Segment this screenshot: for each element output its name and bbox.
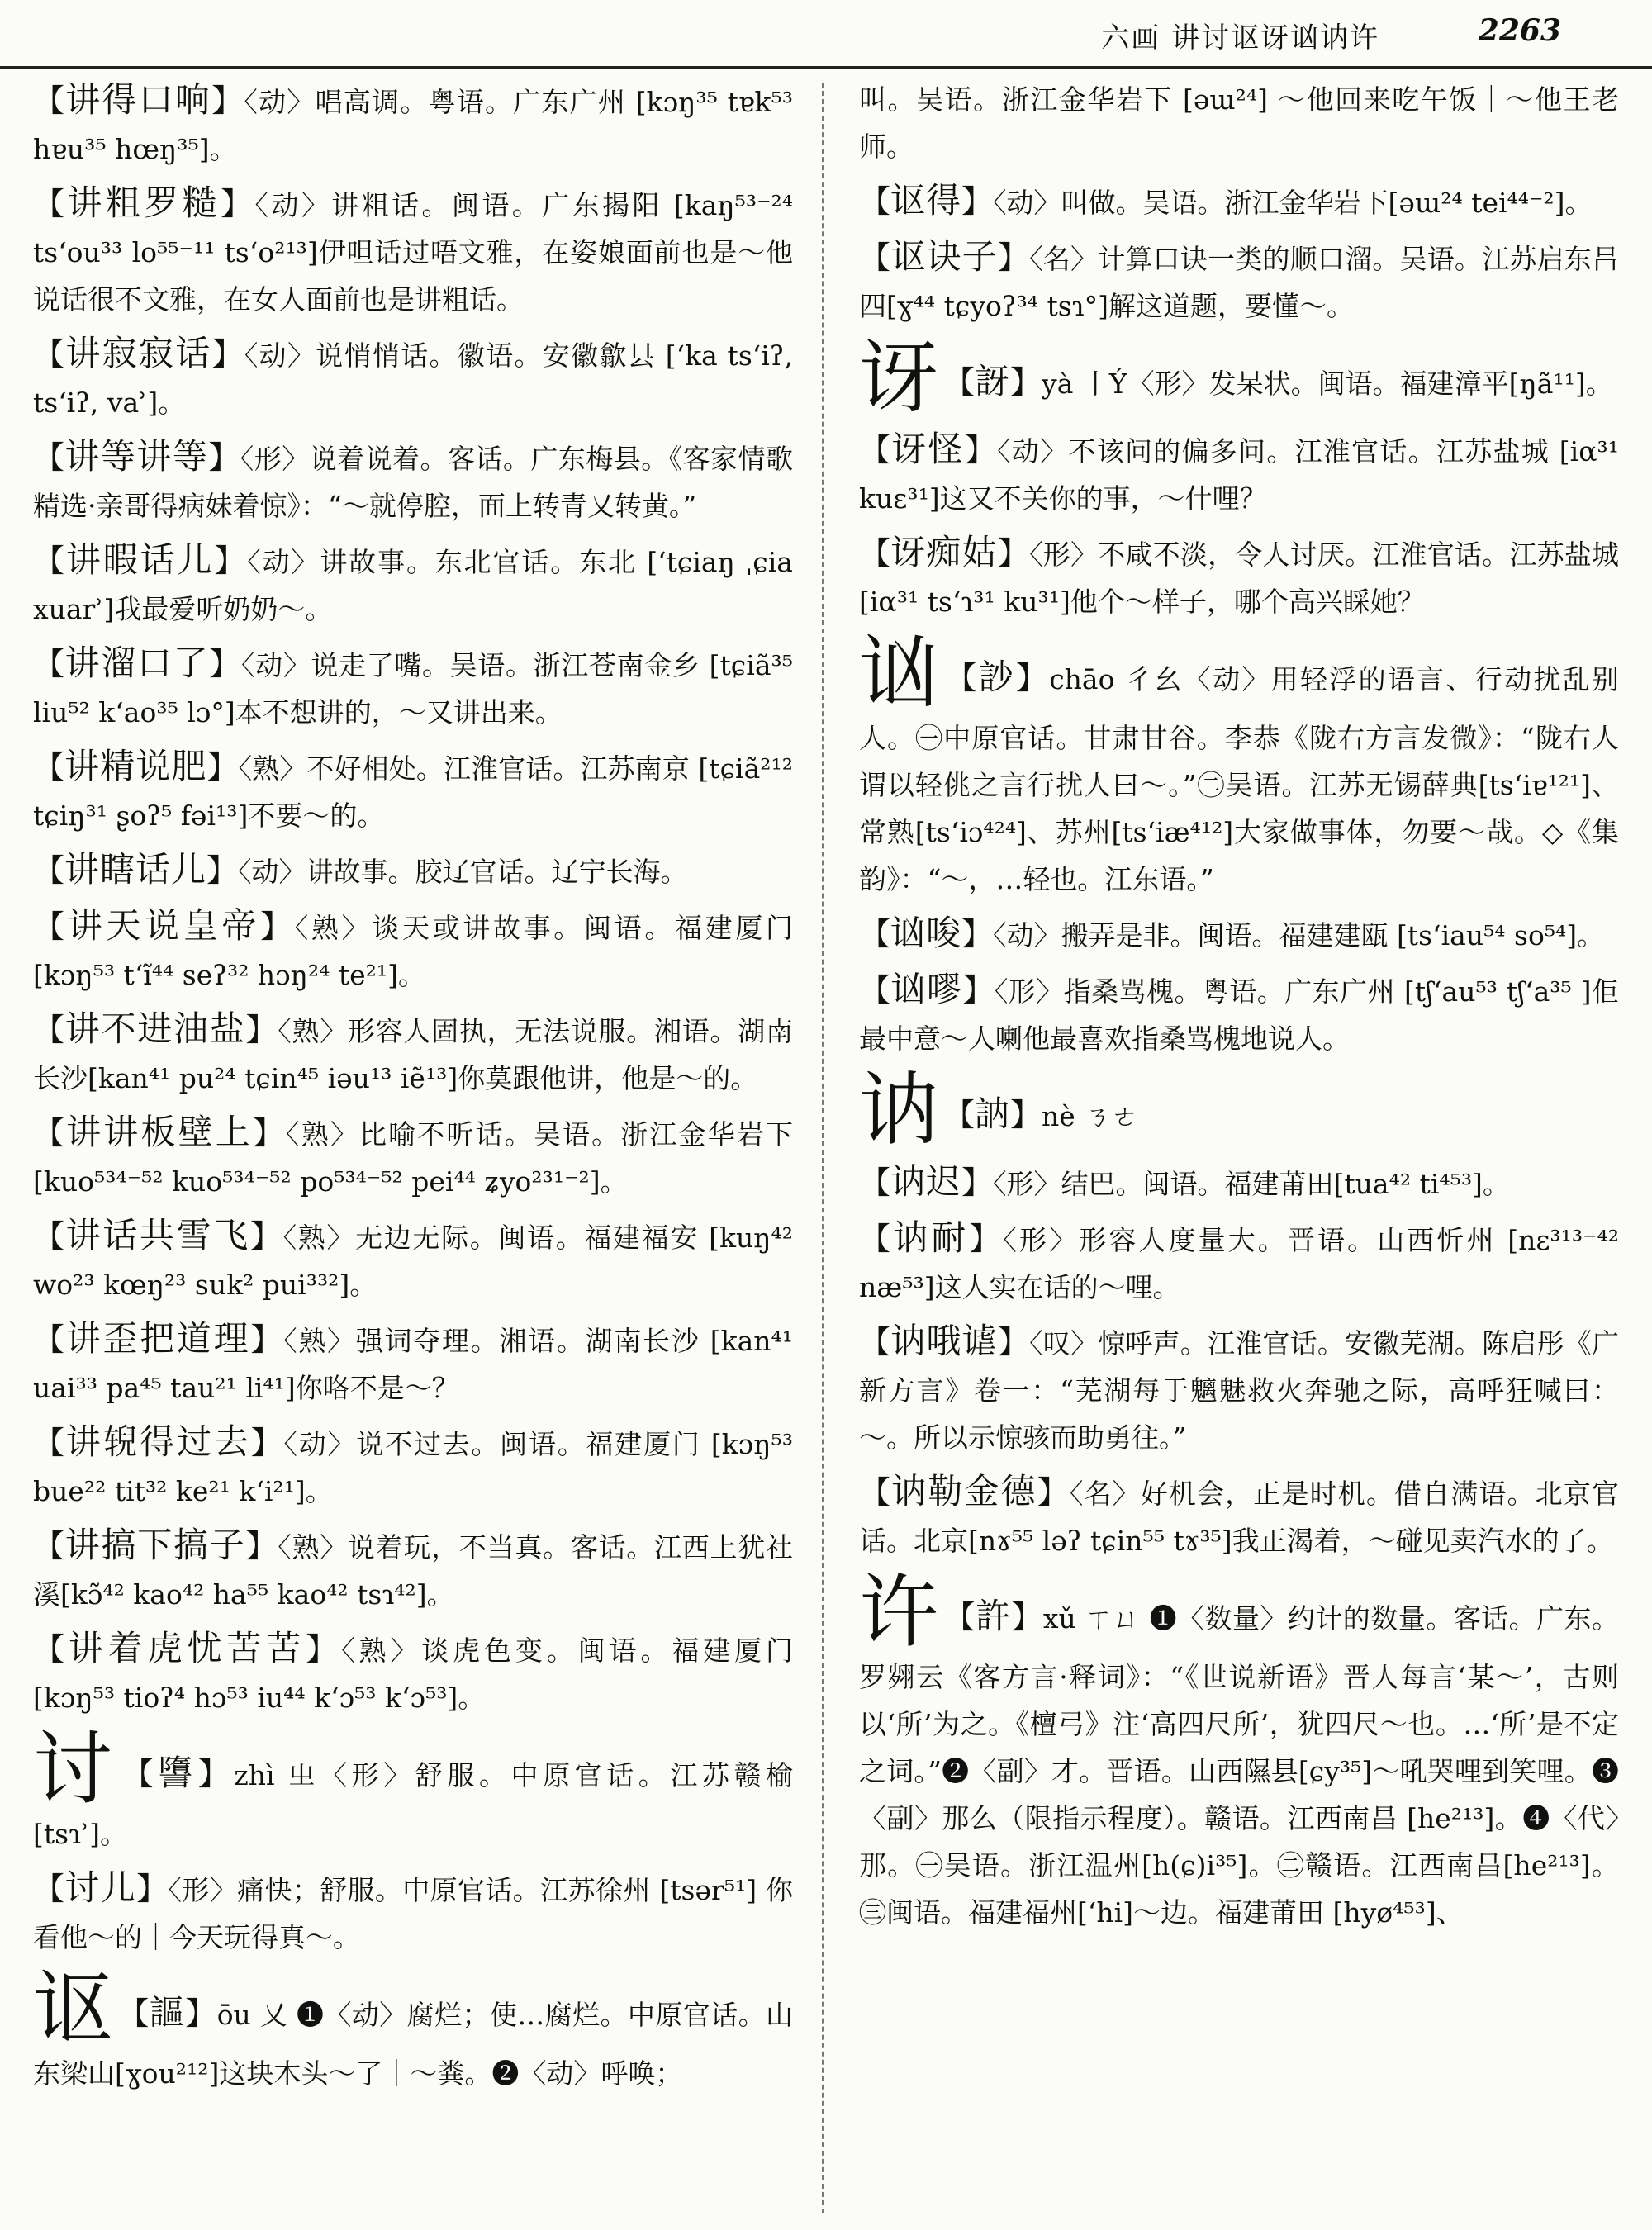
bracket-open: 【 xyxy=(33,543,66,579)
entry-headword: 讻嘐 xyxy=(890,969,963,1009)
bracket-close: 】 xyxy=(250,1321,284,1358)
bracket-open: 【 xyxy=(859,183,891,220)
entry-headword: 讲讲板壁上 xyxy=(66,1112,253,1152)
entry-definition: 〈动〉说不过去。闽语。福建厦门 [kɔŋ⁵³ bue²² tit³² ke²¹ kʻi²¹]。 xyxy=(33,1428,793,1507)
entry-definition: 〈动〉说悄悄话。徽语。安徽歙县 [ʻka tsʻiʔ, tsʻiʔ, vaʾ]。 xyxy=(33,339,793,419)
bracket-open: 【 xyxy=(859,1221,894,1257)
entry-definition: 〈动〉讲故事。胶辽官话。辽宁长海。 xyxy=(238,856,688,888)
bracket-open: 【 xyxy=(33,439,65,476)
entry-headword: 讶痴姑 xyxy=(890,532,998,572)
entry-headword: 讲话共雪飞 xyxy=(65,1215,250,1255)
entry-definition: 〈动〉讲故事。东北官话。东北 [ʻtɕiaŋ ˌɕia xuarʾ]我最爱听奶奶～。 xyxy=(33,546,793,625)
bracket-close: 】 xyxy=(211,336,244,372)
entry-definition: chāo 彳幺〈动〉用轻浮的语言、行动扰乱别人。㊀中原官话。甘肃甘谷。李恭《陇右方言发微》：“陇右人谓以轻佻之言行扰人曰～。”㊁吴语。江苏无锡薛典[tsʻiɐ¹²¹]、常熟[tsʻiɔ⁴²⁴]、苏州[tsʻiæ⁴¹²]大家做事体，勿要～哉。◇《集韵》：“～，…轻也。江东语。” xyxy=(859,663,1619,895)
entry-definition: 〈熟〉强词夺理。湘语。湖南长沙 [kan⁴¹ uai³³ pa⁴⁵ tau²¹ li⁴¹]你咯不是～？ xyxy=(33,1325,793,1404)
bracket-close: 】 xyxy=(961,916,994,952)
bracket-open: 【 xyxy=(33,646,65,682)
head-character: 讷 xyxy=(859,1064,938,1156)
bracket-close: 】 xyxy=(969,1221,1004,1257)
bracket-close: 】 xyxy=(209,646,241,682)
bracket-open: 【 xyxy=(943,1097,976,1133)
entry-definition: 〈形〉痛快；舒服。中原官话。江苏徐州 [tsər⁵¹] 你看他～的｜今天玩得真～。 xyxy=(33,1874,793,1953)
entry-headword: 讲瞎话儿 xyxy=(64,849,207,890)
bracket-open: 【 xyxy=(33,1321,66,1358)
bracket-close: 】 xyxy=(185,1995,217,2032)
entry-definition: 〈叹〉惊呼声。江淮官话。安徽芜湖。陈启彤《广新方言》卷一：“芜湖每于魑魅救火奔驰之际，高呼狂喊曰：～。所以示惊骇而助勇往。” xyxy=(859,1327,1619,1454)
bracket-close: 】 xyxy=(221,186,255,222)
dictionary-entry xyxy=(859,529,1619,625)
bracket-open: 【 xyxy=(117,1995,150,2032)
dictionary-entry xyxy=(33,639,793,736)
bracket-close: 】 xyxy=(1010,1097,1042,1133)
bracket-open: 【 xyxy=(33,1528,65,1564)
dictionary-entry xyxy=(859,331,1619,424)
bracket-close: 】 xyxy=(961,183,994,220)
entry-headword: 讲着虎忧苦苦 xyxy=(68,1628,306,1668)
dictionary-entry xyxy=(33,76,793,173)
entry-headword: 讴诀子 xyxy=(890,236,998,277)
bracket-close: 】 xyxy=(214,543,248,579)
bracket-close: 】 xyxy=(211,83,244,119)
dictionary-entry xyxy=(859,76,1619,170)
entry-headword: 讲歪把道理 xyxy=(65,1318,251,1359)
entry-definition: 〈熟〉谈天或讲故事。闽语。福建厦门 [kɔŋ⁵³ tʻĩ⁴⁴ seʔ³² hɔŋ²⁴ te²¹]。 xyxy=(33,912,793,991)
dictionary-entry xyxy=(33,1723,793,1858)
entry-definition: 〈形〉形容人度量大。晋语。山西忻州 [nɛ³¹³⁻⁴² næ⁵³]这人实在话的～哩。 xyxy=(859,1224,1619,1303)
bracket-close: 】 xyxy=(997,1324,1030,1360)
dictionary-entry xyxy=(859,1566,1619,1936)
dictionary-entry xyxy=(33,743,793,839)
head-character: 讻 xyxy=(859,627,941,719)
entry-headword: 讲暇话儿 xyxy=(65,539,215,580)
dictionary-entry xyxy=(33,846,793,895)
entry-headword: 䜐 xyxy=(158,1753,198,1793)
entry-headword: 讲粗罗糙 xyxy=(67,183,221,223)
entry-definition: 〈形〉说着说着。客话。广东梅县。《客家情歌精选·亲哥得病妹着惊》：“～就停腔，面上转青又转黄。” xyxy=(33,443,793,522)
entry-headword: 讲𫐐得过去 xyxy=(65,1421,251,1462)
bracket-open: 【 xyxy=(859,240,891,276)
entry-headword: 讲等讲等 xyxy=(64,436,209,477)
dictionary-entry xyxy=(33,1108,793,1205)
entry-headword: 讲天说皇帝 xyxy=(67,905,261,946)
dictionary-entry xyxy=(33,902,793,999)
bracket-close: 】 xyxy=(250,1425,284,1461)
bracket-open: 【 xyxy=(33,1425,66,1461)
entry-definition: nè ㄋㄜ xyxy=(1042,1100,1139,1132)
bracket-open: 【 xyxy=(943,1599,976,1635)
bracket-close: 】 xyxy=(1015,660,1050,696)
dictionary-entry xyxy=(859,627,1619,903)
bracket-close: 】 xyxy=(249,1218,283,1255)
entry-headword: 訝 xyxy=(975,361,1011,401)
entry-headword: 讷迟 xyxy=(890,1161,962,1202)
bracket-open: 【 xyxy=(33,852,65,889)
entry-definition: yà 丨Ý〈形〉发呆状。闽语。福建漳平[ŋã¹¹]。 xyxy=(1042,368,1613,400)
entry-headword: 讴得 xyxy=(890,180,962,221)
dictionary-entry xyxy=(33,1521,793,1618)
dictionary-entry xyxy=(33,1418,793,1515)
bracket-close: 】 xyxy=(197,1756,235,1792)
entry-definition: 〈形〉指桑骂槐。粤语。广东广州 [tʃʻau⁵³ tʃʻa³⁵ ]佢最中意～人喇他最喜欢指桑骂槐地说人。 xyxy=(859,975,1619,1055)
head-character: 讨 xyxy=(33,1723,117,1815)
bracket-open: 【 xyxy=(33,1218,66,1255)
bracket-close: 】 xyxy=(245,1528,278,1564)
bracket-close: 】 xyxy=(260,909,295,945)
entry-definition: 〈熟〉比喻不听话。吴语。浙江金华岩下[kuo⁵³⁴⁻⁵² kuo⁵³⁴⁻⁵² po⁵³⁴⁻⁵² pei⁴⁴ ʑyo²³¹⁻²]。 xyxy=(33,1118,793,1198)
entry-definition: zhì 㞢〈形〉舒服。中原官话。江苏赣榆 [tsɿʾ]。 xyxy=(33,1759,793,1850)
entry-definition: 〈动〉讲粗话。闽语。广东揭阳 [kaŋ⁵³⁻²⁴ tsʻou³³ lo⁵⁵⁻¹¹ tsʻo²¹³]伊呾话过唔文雅，在姿娘面前也是～他说话很不文雅，在女人面前也是讲粗话。 xyxy=(33,189,793,316)
entry-headword: 讲不进油盐 xyxy=(64,1008,246,1049)
dictionary-entry xyxy=(859,1064,1619,1156)
entry-definition: 〈形〉不咸不淡，令人讨厌。江淮官话。江苏盐城[iα³¹ tsʻɿ³¹ ku³¹]他个～样子，哪个高兴睬她？ xyxy=(859,539,1619,618)
entry-definition: ōu 又 ❶〈动〉腐烂；使…腐烂。中原官话。山东梁山[ɣou²¹²]这块木头～了｜～粪。❷〈动〉呼唤； xyxy=(33,1999,793,2090)
entry-definition: 〈熟〉形容人固执，无法说服。湘语。湖南长沙[kan⁴¹ pu²⁴ tɕin⁴⁵ iəu¹³ iẽ¹³]你莫跟他讲，他是～的。 xyxy=(33,1015,793,1094)
dictionary-entry xyxy=(859,425,1619,522)
running-head: 六画 讲讨讴讶讻讷许 xyxy=(1101,21,1379,55)
entry-definition: 〈动〉不该问的偏多问。江淮官话。江苏盐城 [iα³¹ kuɛ³¹]这又不关你的事，～什哩？ xyxy=(859,435,1619,515)
dictionary-entry xyxy=(859,1158,1619,1208)
entry-headword: 讲寂寂话 xyxy=(65,333,212,373)
bracket-open: 【 xyxy=(33,1871,65,1907)
entry-headword: 訥 xyxy=(975,1094,1011,1134)
bracket-close: 】 xyxy=(997,240,1030,276)
entry-definition: 〈熟〉说着玩，不当真。客话。江西上犹社溪[kɔ̃⁴² kao⁴² ha⁵⁵ kao⁴² tsɿ⁴²]。 xyxy=(33,1531,793,1611)
entry-headword: 讷哦谑 xyxy=(890,1321,998,1361)
bracket-open: 【 xyxy=(859,535,891,572)
dictionary-entry xyxy=(33,1315,793,1412)
bracket-open: 【 xyxy=(33,909,68,945)
bracket-close: 】 xyxy=(961,1165,994,1201)
page-header xyxy=(0,0,1652,69)
entry-headword: 許 xyxy=(975,1596,1012,1636)
bracket-open: 【 xyxy=(859,1474,892,1511)
bracket-close: 】 xyxy=(206,749,239,785)
entry-headword: 讲搞下搞子 xyxy=(64,1525,246,1565)
bracket-open: 【 xyxy=(121,1756,159,1792)
bracket-close: 】 xyxy=(208,439,240,476)
bracket-close: 】 xyxy=(206,852,239,889)
dictionary-entry xyxy=(859,1317,1619,1461)
entry-definition: 〈名〉好机会，正是时机。借自满语。北京官话。北京[nɤ⁵⁵ ləʔ tɕin⁵⁵ tɤ³⁵]我正渴着，～碰见卖汽水的了。 xyxy=(859,1478,1619,1557)
bracket-close: 】 xyxy=(964,432,998,468)
bracket-close: 】 xyxy=(245,1012,278,1048)
dictionary-entry xyxy=(859,909,1619,959)
entry-headword: 讻唆 xyxy=(890,913,962,953)
entry-definition: 〈动〉说走了嘴。吴语。浙江苍南金乡 [tɕiã³⁵ liu⁵² kʻao³⁵ lɔ°]本不想讲的，～又讲出来。 xyxy=(33,649,793,728)
entry-continuation: 叫。吴语。浙江金华岩下 [əɯ²⁴] ～他回来吃午饭｜～他王老师。 xyxy=(859,83,1619,163)
entry-definition: 〈名〉计算口诀一类的顺口溜。吴语。江苏启东吕四[ɣ⁴⁴ tɕyoʔ³⁴ tsɿ°]解这道题，要懂～。 xyxy=(859,243,1619,322)
bracket-close: 】 xyxy=(962,972,995,1008)
bracket-open: 【 xyxy=(33,83,66,119)
entry-headword: 讲溜口了 xyxy=(64,643,210,683)
dictionary-entry xyxy=(33,1864,793,1961)
dictionary-entry xyxy=(33,1005,793,1102)
bracket-close: 】 xyxy=(1037,1474,1070,1511)
page-number: 2263 xyxy=(1478,13,1561,48)
bracket-close: 】 xyxy=(306,1631,342,1668)
head-character: 讴 xyxy=(33,1962,113,2055)
dictionary-entry xyxy=(859,1468,1619,1564)
head-character: 许 xyxy=(859,1566,939,1658)
bracket-open: 【 xyxy=(945,660,979,696)
bracket-close: 】 xyxy=(997,535,1030,572)
entry-headword: 讨儿 xyxy=(64,1867,137,1908)
dictionary-entry xyxy=(859,233,1619,330)
bracket-open: 【 xyxy=(859,1324,891,1360)
dictionary-entry xyxy=(859,1214,1619,1311)
bracket-open: 【 xyxy=(33,1012,65,1048)
bracket-open: 【 xyxy=(859,972,891,1008)
dictionary-entry xyxy=(33,330,793,426)
dictionary-entry xyxy=(33,433,793,529)
head-character: 讶 xyxy=(859,331,938,424)
entry-definition: 〈动〉叫做。吴语。浙江金华岩下[əɯ²⁴ tei⁴⁴⁻²]。 xyxy=(993,187,1593,219)
entry-definition: 〈熟〉不好相处。江淮官话。江苏南京 [tɕiã²¹² tɕiŋ³¹ ʂoʔ⁵ fəi¹³]不要～的。 xyxy=(33,752,793,832)
bracket-open: 【 xyxy=(859,1165,891,1201)
entry-definition: 〈动〉唱高调。粤语。广东广州 [kɔŋ³⁵ tɐk⁵³ hɐu³⁵ hœŋ³⁵]。 xyxy=(33,86,793,165)
dictionary-entry xyxy=(33,536,793,633)
bracket-open: 【 xyxy=(33,186,68,222)
entry-headword: 讷勒金德 xyxy=(891,1471,1037,1511)
entry-definition: 〈动〉搬弄是非。闽语。福建建瓯 [tsʻiau⁵⁴ so⁵⁴]。 xyxy=(993,919,1605,951)
bracket-close: 】 xyxy=(1011,1599,1043,1635)
entry-headword: 讲精说肥 xyxy=(64,746,207,786)
bracket-close: 】 xyxy=(252,1115,287,1151)
bracket-open: 【 xyxy=(33,1115,67,1151)
dictionary-entry xyxy=(33,1962,793,2097)
entry-headword: 謳 xyxy=(149,1992,186,2033)
left-column xyxy=(33,76,793,2219)
bracket-open: 【 xyxy=(33,1631,69,1668)
right-column xyxy=(859,76,1619,2219)
bracket-close: 】 xyxy=(136,1871,169,1907)
entry-headword: 讲得口响 xyxy=(65,79,212,120)
bracket-open: 【 xyxy=(33,336,66,372)
column-divider xyxy=(822,83,824,2213)
bracket-open: 【 xyxy=(859,432,892,468)
bracket-open: 【 xyxy=(859,916,891,952)
entry-headword: 讷耐 xyxy=(893,1217,970,1258)
bracket-open: 【 xyxy=(943,364,976,401)
dictionary-entry xyxy=(33,1625,793,1721)
entry-headword: 讶怪 xyxy=(891,429,965,469)
dictionary-entry xyxy=(33,179,793,323)
entry-definition: 〈熟〉谈虎色变。闽语。福建厦门 [kɔŋ⁵³ tioʔ⁴ hɔ⁵³ iu⁴⁴ kʻɔ⁵³ kʻɔ⁵³]。 xyxy=(33,1635,793,1714)
entry-definition: 〈形〉结巴。闽语。福建莆田[tua⁴² ti⁴⁵³]。 xyxy=(993,1168,1510,1200)
dictionary-entry xyxy=(859,177,1619,226)
dictionary-entry xyxy=(859,966,1619,1062)
bracket-open: 【 xyxy=(33,749,65,785)
entry-headword: 訬 xyxy=(978,657,1016,697)
bracket-close: 】 xyxy=(1010,364,1042,401)
entry-definition: xǔ ㄒㄩ ❶〈数量〉约计的数量。客话。广东。罗翙云《客方言·释词》：“《世说新语》晋人每言‘某～’，古则以‘所’为之。《檀弓》注‘高四尺所’，犹四尺～也。…‘所’是不定之词。”❷〈副〉才。晋语。山西隰县[ɕy³⁵]～吼哭哩到笑哩。❸〈副〉那么（限指示程度）。赣语。江西南昌 [he²¹³]。❹〈代〉那。㊀吴语。浙江温州[h(ɕ)i³⁵]。㊁赣语。江西南昌[he²¹³]。㊂闽语。福建福州[ʻhi]～边。福建莆田 [hyø⁴⁵³]、 xyxy=(859,1602,1619,1929)
dictionary-entry xyxy=(33,1212,793,1308)
entry-definition: 〈熟〉无边无际。闽语。福建福安 [kuŋ⁴² wo²³ kœŋ²³ suk² pui³³²]。 xyxy=(33,1222,793,1301)
